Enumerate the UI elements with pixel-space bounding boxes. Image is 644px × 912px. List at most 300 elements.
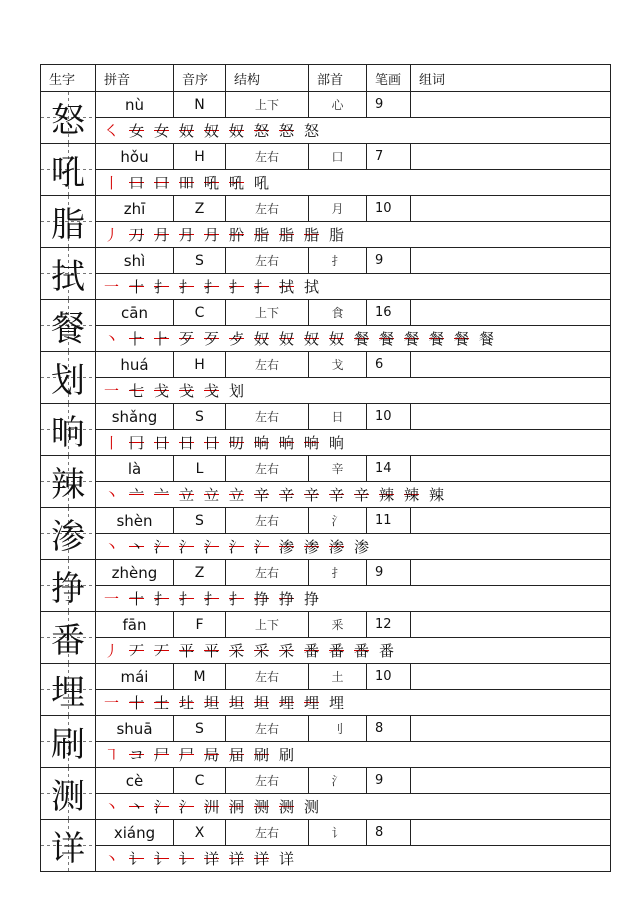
stroke-step: 日 bbox=[179, 434, 195, 452]
header-initial: 音序 bbox=[174, 65, 226, 92]
stroke-step: 扌 bbox=[154, 278, 170, 296]
stroke-step: 扌 bbox=[179, 590, 195, 608]
stroke-step: 奴 bbox=[304, 330, 320, 348]
stroke-step: 女 bbox=[154, 122, 170, 140]
stroke-step: 丶 bbox=[104, 850, 120, 868]
stroke-sequence bbox=[96, 586, 610, 611]
stroke-step: 戈 bbox=[154, 382, 170, 400]
character-cell: 晌 bbox=[41, 404, 96, 456]
pinyin-cell: shèn bbox=[96, 508, 174, 534]
initial-cell: M bbox=[174, 664, 226, 690]
structure-cell: 左右 bbox=[226, 248, 309, 274]
stroke-step: 日 bbox=[154, 434, 170, 452]
character-row bbox=[41, 352, 611, 378]
stroke-step: 怒 bbox=[279, 122, 295, 140]
character-worksheet bbox=[40, 64, 610, 872]
stroke-sequence bbox=[96, 534, 610, 559]
stroke-step: 辣 bbox=[429, 486, 445, 504]
stroke-step: 渗 bbox=[329, 538, 345, 556]
stroke-step: 丶 bbox=[129, 538, 145, 556]
stroke-order-cell bbox=[96, 170, 611, 196]
stroke-step: 月 bbox=[179, 226, 195, 244]
character-row bbox=[41, 456, 611, 482]
radical-cell: 土 bbox=[309, 664, 367, 690]
stroke-step: 丶 bbox=[104, 330, 120, 348]
stroke-step: 埋 bbox=[329, 694, 345, 712]
character-cell: 渗 bbox=[41, 508, 96, 560]
stroke-order-cell bbox=[96, 794, 611, 820]
character-row bbox=[41, 716, 611, 742]
stroke-step: 届 bbox=[229, 746, 245, 764]
stroke-order-row bbox=[41, 638, 611, 664]
word-group-cell[interactable] bbox=[411, 664, 611, 690]
stroke-step: 局 bbox=[204, 746, 220, 764]
word-group-cell[interactable] bbox=[411, 248, 611, 274]
stroke-step: 戈 bbox=[204, 382, 220, 400]
initial-cell: C bbox=[174, 300, 226, 326]
stroke-step: 立 bbox=[229, 486, 245, 504]
stroke-count-cell: 14 bbox=[367, 456, 411, 482]
stroke-order-row bbox=[41, 794, 611, 820]
stroke-sequence bbox=[96, 118, 610, 143]
stroke-order-cell bbox=[96, 534, 611, 560]
initial-cell: C bbox=[174, 768, 226, 794]
stroke-step: ⺊ bbox=[129, 330, 145, 348]
stroke-step: 吅 bbox=[179, 174, 195, 192]
stroke-step: 女 bbox=[129, 122, 145, 140]
initial-cell: Z bbox=[174, 560, 226, 586]
word-group-cell[interactable] bbox=[411, 300, 611, 326]
stroke-step: 奴 bbox=[229, 122, 245, 140]
stroke-step: 扌 bbox=[179, 278, 195, 296]
character-row bbox=[41, 300, 611, 326]
word-group-cell[interactable] bbox=[411, 144, 611, 170]
stroke-sequence bbox=[96, 430, 610, 455]
stroke-count-cell: 12 bbox=[367, 612, 411, 638]
stroke-step: 扌 bbox=[154, 590, 170, 608]
stroke-step: 氵 bbox=[179, 538, 195, 556]
stroke-step: 立 bbox=[204, 486, 220, 504]
initial-cell: S bbox=[174, 404, 226, 430]
stroke-step: 渗 bbox=[304, 538, 320, 556]
stroke-step: 丨 bbox=[104, 174, 120, 192]
initial-cell: F bbox=[174, 612, 226, 638]
word-group-cell[interactable] bbox=[411, 456, 611, 482]
stroke-order-cell bbox=[96, 586, 611, 612]
structure-cell: 左右 bbox=[226, 404, 309, 430]
stroke-step: 土 bbox=[154, 694, 170, 712]
initial-cell: Z bbox=[174, 196, 226, 222]
stroke-order-row bbox=[41, 378, 611, 404]
stroke-step: 氵 bbox=[179, 798, 195, 816]
stroke-step: 丿 bbox=[104, 226, 120, 244]
stroke-step: 扌 bbox=[254, 278, 270, 296]
radical-cell: 釆 bbox=[309, 612, 367, 638]
radical-cell: 食 bbox=[309, 300, 367, 326]
stroke-step: 旫 bbox=[229, 434, 245, 452]
stroke-step: 详 bbox=[254, 850, 270, 868]
pinyin-cell: fān bbox=[96, 612, 174, 638]
stroke-step: 讠 bbox=[129, 850, 145, 868]
character-row bbox=[41, 196, 611, 222]
stroke-step: 奴 bbox=[254, 330, 270, 348]
stroke-step: 测 bbox=[279, 798, 295, 816]
stroke-sequence bbox=[96, 794, 610, 819]
stroke-step: 刀 bbox=[129, 226, 145, 244]
stroke-order-cell bbox=[96, 274, 611, 300]
pinyin-cell: hǒu bbox=[96, 144, 174, 170]
character-cell: 测 bbox=[41, 768, 96, 820]
stroke-step: 奴 bbox=[329, 330, 345, 348]
initial-cell: H bbox=[174, 144, 226, 170]
stroke-step: 亠 bbox=[129, 486, 145, 504]
stroke-step: 一 bbox=[104, 590, 120, 608]
stroke-count-cell: 16 bbox=[367, 300, 411, 326]
stroke-step: コ bbox=[129, 746, 145, 764]
radical-cell: 氵 bbox=[309, 508, 367, 534]
pinyin-cell: shǎng bbox=[96, 404, 174, 430]
stroke-sequence bbox=[96, 378, 610, 403]
stroke-step: 采 bbox=[254, 642, 270, 660]
stroke-step: 晌 bbox=[329, 434, 345, 452]
stroke-sequence bbox=[96, 846, 610, 871]
initial-cell: H bbox=[174, 352, 226, 378]
stroke-step: 丶 bbox=[104, 798, 120, 816]
stroke-order-cell bbox=[96, 690, 611, 716]
stroke-step: 氵 bbox=[154, 538, 170, 556]
structure-cell: 左右 bbox=[226, 508, 309, 534]
stroke-step: 亠 bbox=[154, 486, 170, 504]
stroke-step: 详 bbox=[229, 850, 245, 868]
stroke-step: 脂 bbox=[279, 226, 295, 244]
character-cell: 番 bbox=[41, 612, 96, 664]
pinyin-cell: mái bbox=[96, 664, 174, 690]
initial-cell: L bbox=[174, 456, 226, 482]
stroke-step: 十 bbox=[129, 694, 145, 712]
structure-cell: 左右 bbox=[226, 716, 309, 742]
stroke-step: 奴 bbox=[204, 122, 220, 140]
radical-cell: 扌 bbox=[309, 560, 367, 586]
word-group-cell[interactable] bbox=[411, 716, 611, 742]
initial-cell: N bbox=[174, 92, 226, 118]
stroke-step: 丨 bbox=[104, 434, 120, 452]
stroke-count-cell: 8 bbox=[367, 716, 411, 742]
radical-cell: 口 bbox=[309, 144, 367, 170]
stroke-step: 挣 bbox=[279, 590, 295, 608]
stroke-step: 番 bbox=[329, 642, 345, 660]
character-row bbox=[41, 92, 611, 118]
stroke-step: 扌 bbox=[204, 590, 220, 608]
stroke-step: 测 bbox=[254, 798, 270, 816]
header-strokes: 笔画 bbox=[367, 65, 411, 92]
stroke-step: 丆 bbox=[154, 642, 170, 660]
stroke-step: 平 bbox=[179, 642, 195, 660]
stroke-step: 歺 bbox=[229, 330, 245, 348]
structure-cell: 左右 bbox=[226, 664, 309, 690]
stroke-step: 怒 bbox=[304, 122, 320, 140]
stroke-step: 氵 bbox=[254, 538, 270, 556]
character-row bbox=[41, 144, 611, 170]
stroke-sequence bbox=[96, 274, 610, 299]
header-char: 生字 bbox=[41, 65, 96, 92]
stroke-step: 一 bbox=[104, 694, 120, 712]
stroke-step: 扌 bbox=[229, 278, 245, 296]
initial-cell: X bbox=[174, 820, 226, 846]
stroke-step: 脂 bbox=[254, 226, 270, 244]
word-group-cell[interactable] bbox=[411, 560, 611, 586]
stroke-step: 晌 bbox=[304, 434, 320, 452]
character-cell: 辣 bbox=[41, 456, 96, 508]
stroke-step: 辛 bbox=[279, 486, 295, 504]
stroke-order-cell bbox=[96, 326, 611, 352]
structure-cell: 左右 bbox=[226, 144, 309, 170]
word-group-cell[interactable] bbox=[411, 92, 611, 118]
stroke-sequence bbox=[96, 742, 610, 767]
stroke-step: 立 bbox=[179, 486, 195, 504]
pinyin-cell: shì bbox=[96, 248, 174, 274]
word-group-cell[interactable] bbox=[411, 612, 611, 638]
stroke-step: 冂 bbox=[129, 434, 145, 452]
stroke-order-cell bbox=[96, 430, 611, 456]
stroke-step: 采 bbox=[229, 642, 245, 660]
stroke-step: 测 bbox=[304, 798, 320, 816]
stroke-step: 歹 bbox=[204, 330, 220, 348]
stroke-order-row bbox=[41, 742, 611, 768]
stroke-count-cell: 11 bbox=[367, 508, 411, 534]
structure-cell: 左右 bbox=[226, 820, 309, 846]
stroke-count-cell: 7 bbox=[367, 144, 411, 170]
character-cell: 埋 bbox=[41, 664, 96, 716]
stroke-step: 晌 bbox=[279, 434, 295, 452]
stroke-step: 戈 bbox=[179, 382, 195, 400]
stroke-step: 辣 bbox=[379, 486, 395, 504]
radical-cell: 日 bbox=[309, 404, 367, 430]
stroke-step: 坦 bbox=[229, 694, 245, 712]
stroke-step: 渗 bbox=[354, 538, 370, 556]
stroke-step: 氵 bbox=[154, 798, 170, 816]
stroke-step: 尸 bbox=[154, 746, 170, 764]
character-row bbox=[41, 404, 611, 430]
header-words: 组词 bbox=[411, 65, 611, 92]
stroke-step: 脂 bbox=[304, 226, 320, 244]
stroke-step: 口 bbox=[154, 174, 170, 192]
stroke-order-cell bbox=[96, 846, 611, 872]
header-pinyin: 拼音 bbox=[96, 65, 174, 92]
structure-cell: 左右 bbox=[226, 456, 309, 482]
radical-cell: 扌 bbox=[309, 248, 367, 274]
stroke-step: 辣 bbox=[404, 486, 420, 504]
stroke-step: 详 bbox=[279, 850, 295, 868]
stroke-step: 渗 bbox=[279, 538, 295, 556]
character-cell: 怒 bbox=[41, 92, 96, 144]
stroke-order-row bbox=[41, 534, 611, 560]
stroke-step: 挣 bbox=[254, 590, 270, 608]
stroke-order-row bbox=[41, 846, 611, 872]
stroke-step: 平 bbox=[204, 642, 220, 660]
stroke-step: 丶 bbox=[104, 538, 120, 556]
stroke-count-cell: 9 bbox=[367, 92, 411, 118]
stroke-count-cell: 8 bbox=[367, 820, 411, 846]
character-cell: 吼 bbox=[41, 144, 96, 196]
word-group-cell[interactable] bbox=[411, 768, 611, 794]
stroke-step: 辛 bbox=[304, 486, 320, 504]
stroke-step: 歹 bbox=[179, 330, 195, 348]
stroke-order-cell bbox=[96, 742, 611, 768]
stroke-step: 讠 bbox=[179, 850, 195, 868]
stroke-count-cell: 10 bbox=[367, 664, 411, 690]
word-group-cell[interactable] bbox=[411, 352, 611, 378]
stroke-step: 奴 bbox=[279, 330, 295, 348]
stroke-step: 番 bbox=[379, 642, 395, 660]
structure-cell: 上下 bbox=[226, 612, 309, 638]
stroke-count-cell: 9 bbox=[367, 248, 411, 274]
stroke-step: 埋 bbox=[279, 694, 295, 712]
stroke-order-row bbox=[41, 690, 611, 716]
stroke-count-cell: 9 bbox=[367, 768, 411, 794]
character-cell: 脂 bbox=[41, 196, 96, 248]
stroke-sequence bbox=[96, 222, 610, 247]
stroke-step: 餐 bbox=[354, 330, 370, 348]
stroke-sequence bbox=[96, 482, 610, 507]
character-row bbox=[41, 508, 611, 534]
stroke-step: 十 bbox=[129, 590, 145, 608]
stroke-step: 讠 bbox=[154, 850, 170, 868]
word-group-cell[interactable] bbox=[411, 404, 611, 430]
stroke-step: 坦 bbox=[254, 694, 270, 712]
stroke-step: 怒 bbox=[254, 122, 270, 140]
word-group-cell[interactable] bbox=[411, 196, 611, 222]
stroke-sequence bbox=[96, 326, 610, 351]
character-row bbox=[41, 768, 611, 794]
stroke-order-row bbox=[41, 326, 611, 352]
stroke-step: 辛 bbox=[329, 486, 345, 504]
stroke-step: 采 bbox=[279, 642, 295, 660]
pinyin-cell: cān bbox=[96, 300, 174, 326]
radical-cell: 月 bbox=[309, 196, 367, 222]
header-structure: 结构 bbox=[226, 65, 309, 92]
stroke-sequence bbox=[96, 170, 610, 195]
pinyin-cell: nù bbox=[96, 92, 174, 118]
pinyin-cell: zhèng bbox=[96, 560, 174, 586]
stroke-step: 尸 bbox=[179, 746, 195, 764]
stroke-step: 日 bbox=[204, 434, 220, 452]
stroke-count-cell: 9 bbox=[367, 560, 411, 586]
worksheet-table bbox=[40, 64, 611, 872]
structure-cell: 上下 bbox=[226, 92, 309, 118]
stroke-order-row bbox=[41, 118, 611, 144]
structure-cell: 左右 bbox=[226, 352, 309, 378]
word-group-cell[interactable] bbox=[411, 508, 611, 534]
pinyin-cell: cè bbox=[96, 768, 174, 794]
pinyin-cell: xiáng bbox=[96, 820, 174, 846]
stroke-step: 拭 bbox=[279, 278, 295, 296]
stroke-step: 餐 bbox=[429, 330, 445, 348]
stroke-step: 吼 bbox=[229, 174, 245, 192]
stroke-order-row bbox=[41, 222, 611, 248]
stroke-count-cell: 10 bbox=[367, 196, 411, 222]
character-cell: 挣 bbox=[41, 560, 96, 612]
stroke-step: 埋 bbox=[304, 694, 320, 712]
stroke-order-row bbox=[41, 170, 611, 196]
stroke-step: 十 bbox=[129, 278, 145, 296]
initial-cell: S bbox=[174, 248, 226, 274]
stroke-step: 一 bbox=[104, 382, 120, 400]
stroke-step: 汌 bbox=[204, 798, 220, 816]
stroke-step: ㇕ bbox=[104, 746, 120, 764]
stroke-order-cell bbox=[96, 482, 611, 508]
stroke-step: 晌 bbox=[254, 434, 270, 452]
character-cell: 餐 bbox=[41, 300, 96, 352]
character-cell: 刷 bbox=[41, 716, 96, 768]
character-cell: 划 bbox=[41, 352, 96, 404]
stroke-order-cell bbox=[96, 378, 611, 404]
stroke-sequence bbox=[96, 638, 610, 663]
stroke-step: 辛 bbox=[354, 486, 370, 504]
stroke-step: 肸 bbox=[229, 226, 245, 244]
stroke-step: 餐 bbox=[404, 330, 420, 348]
structure-cell: 左右 bbox=[226, 768, 309, 794]
stroke-step: 番 bbox=[354, 642, 370, 660]
stroke-order-cell bbox=[96, 222, 611, 248]
structure-cell: 左右 bbox=[226, 196, 309, 222]
header-radical: 部首 bbox=[309, 65, 367, 92]
structure-cell: 左右 bbox=[226, 560, 309, 586]
stroke-step: 辛 bbox=[254, 486, 270, 504]
pinyin-cell: zhī bbox=[96, 196, 174, 222]
stroke-step: 口 bbox=[129, 174, 145, 192]
initial-cell: S bbox=[174, 716, 226, 742]
radical-cell: 氵 bbox=[309, 768, 367, 794]
stroke-order-row bbox=[41, 274, 611, 300]
character-row bbox=[41, 560, 611, 586]
pinyin-cell: là bbox=[96, 456, 174, 482]
stroke-order-cell bbox=[96, 638, 611, 664]
stroke-step: 拭 bbox=[304, 278, 320, 296]
character-row bbox=[41, 664, 611, 690]
stroke-step: 月 bbox=[154, 226, 170, 244]
stroke-count-cell: 6 bbox=[367, 352, 411, 378]
stroke-step: 刷 bbox=[279, 746, 295, 764]
stroke-step: 丆 bbox=[129, 642, 145, 660]
pinyin-cell: huá bbox=[96, 352, 174, 378]
pinyin-cell: shuā bbox=[96, 716, 174, 742]
stroke-step: 月 bbox=[204, 226, 220, 244]
word-group-cell[interactable] bbox=[411, 820, 611, 846]
header-row bbox=[41, 65, 611, 92]
stroke-step: 吼 bbox=[204, 174, 220, 192]
radical-cell: 刂 bbox=[309, 716, 367, 742]
stroke-step: 七 bbox=[129, 382, 145, 400]
radical-cell: 辛 bbox=[309, 456, 367, 482]
stroke-step: 刷 bbox=[254, 746, 270, 764]
stroke-order-row bbox=[41, 586, 611, 612]
stroke-step: 丶 bbox=[104, 486, 120, 504]
stroke-step: 餐 bbox=[479, 330, 495, 348]
stroke-step: 挣 bbox=[304, 590, 320, 608]
stroke-count-cell: 10 bbox=[367, 404, 411, 430]
stroke-step: 圵 bbox=[179, 694, 195, 712]
stroke-step: 氵 bbox=[229, 538, 245, 556]
structure-cell: 上下 bbox=[226, 300, 309, 326]
radical-cell: 讠 bbox=[309, 820, 367, 846]
stroke-step: ㇛ bbox=[104, 122, 120, 140]
stroke-step: 划 bbox=[229, 382, 245, 400]
stroke-step: 餐 bbox=[454, 330, 470, 348]
stroke-step: 丿 bbox=[104, 642, 120, 660]
stroke-step: 泂 bbox=[229, 798, 245, 816]
stroke-step: 坦 bbox=[204, 694, 220, 712]
stroke-sequence bbox=[96, 690, 610, 715]
